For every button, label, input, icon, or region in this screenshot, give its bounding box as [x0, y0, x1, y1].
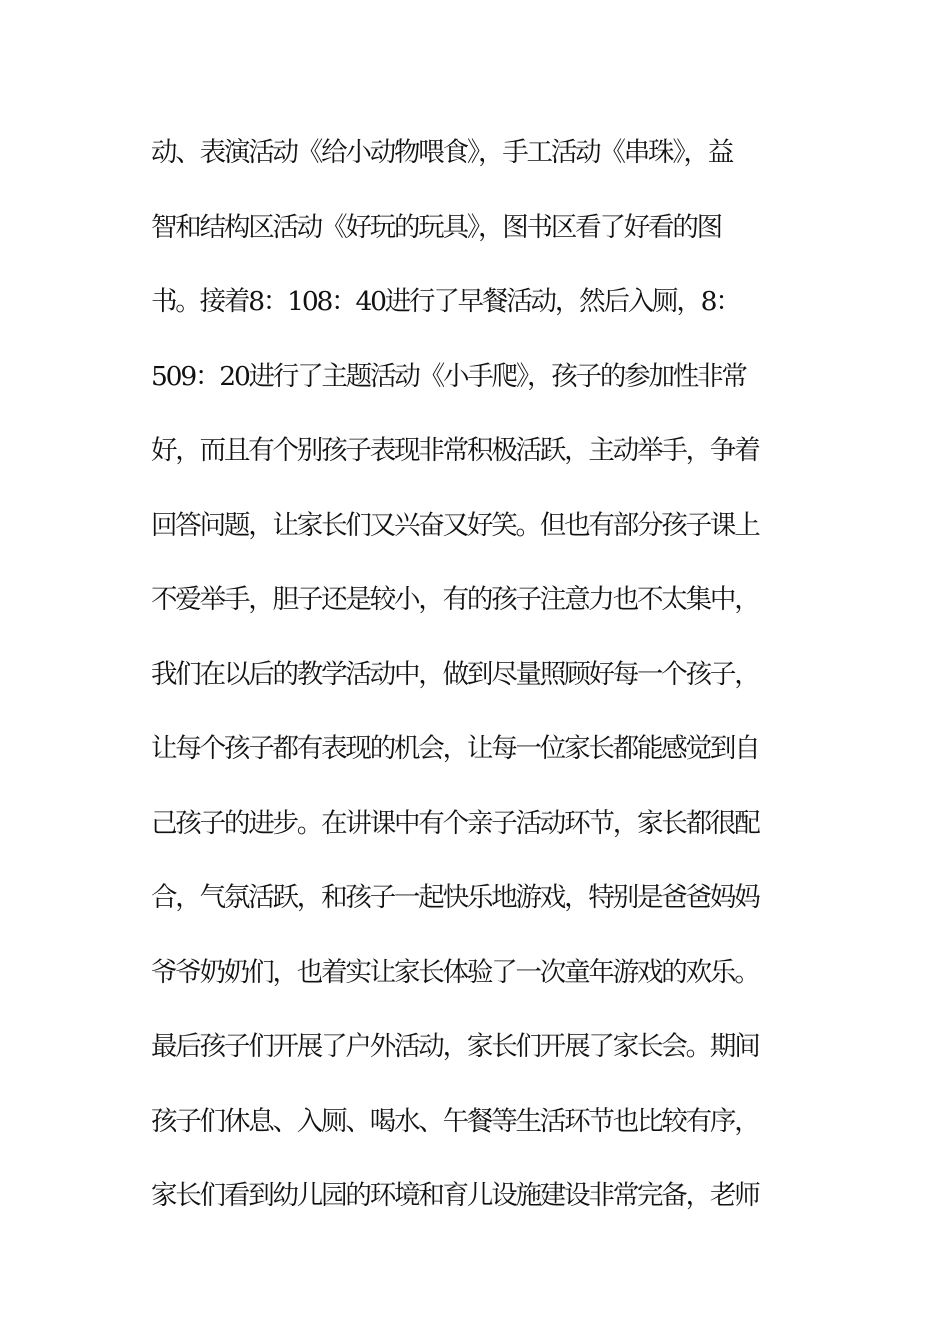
text-line: 最后孩子们开展了户外活动，家长们开展了家长会。期间 [151, 1031, 759, 1062]
text-line: 不爱举手，胆子还是较小，有的孩子注意力也不太集中， [151, 584, 759, 615]
text-line: 爷爷奶奶们，也着实让家长体验了一次童年游戏的欢乐。 [151, 956, 759, 988]
text-line: 让每个孩子都有表现的机会，让每一位家长都能感觉到自 [151, 733, 759, 764]
text-line: 合，气氛活跃，和孩子一起快乐地游戏，特别是爸爸妈妈 [151, 882, 759, 913]
text-line: 509：20进行了主题活动《小手爬》，孩子的参加性非常 [151, 360, 746, 392]
text-line: 回答问题，让家长们又兴奋又好笑。但也有部分孩子课上 [151, 509, 759, 541]
text-line: 好，而且有个别孩子表现非常积极活跃，主动举手，争着 [151, 435, 759, 466]
text-line: 智和结构区活动《好玩的玩具》，图书区看了好看的图 [151, 211, 721, 243]
text-line: 孩子们休息、入厕、喝水、午餐等生活环节也比较有序， [151, 1105, 759, 1137]
text-line: 我们在以后的教学活动中，做到尽量照顾好每一个孩子， [151, 658, 759, 690]
text-line: 家长们看到幼儿园的环境和育儿设施建设非常完备，老师 [151, 1180, 759, 1211]
text-line: 己孩子的进步。在讲课中有个亲子活动环节，家长都很配 [151, 807, 759, 839]
body-text [151, 126, 801, 1244]
text-line: 书。接着8：108：40进行了早餐活动，然后入厕，8： [151, 286, 740, 317]
text-line: 动、表演活动《给小动物喂食》，手工活动《串珠》，益 [151, 137, 732, 168]
